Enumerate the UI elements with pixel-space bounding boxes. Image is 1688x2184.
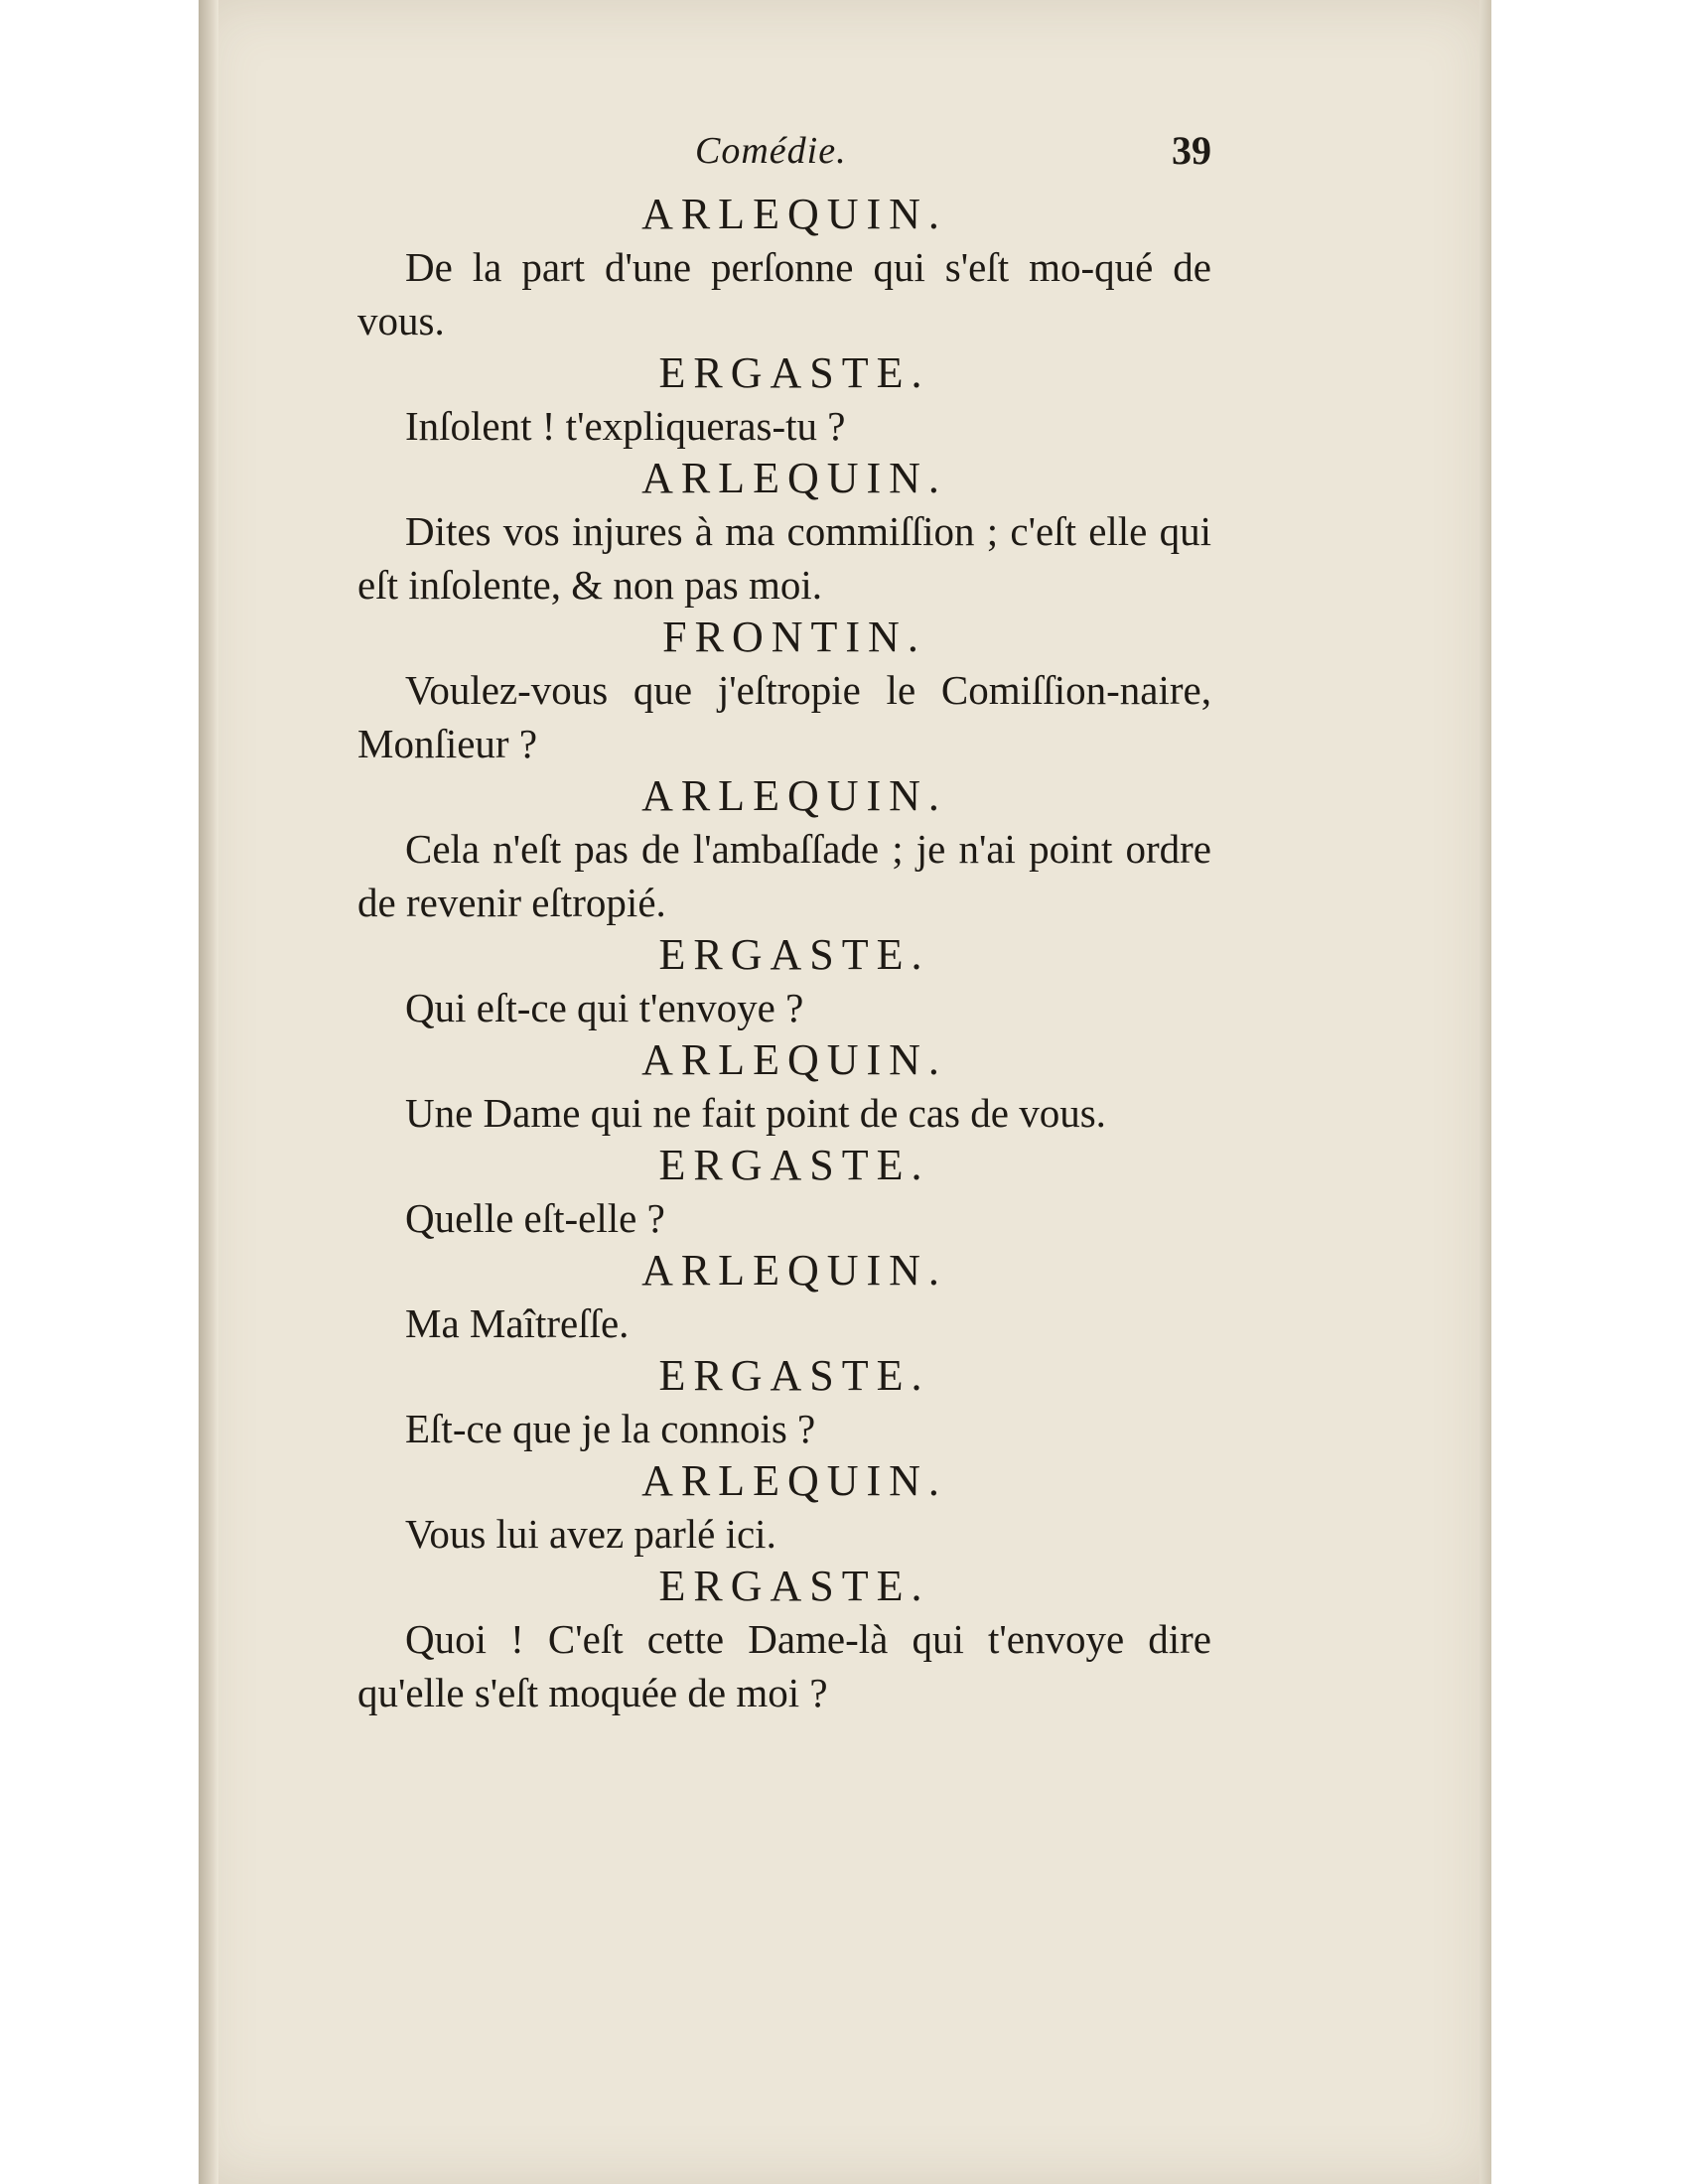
dialogue-block xyxy=(357,1245,1211,1350)
dialogue-block xyxy=(357,1350,1211,1455)
dialogue-line: Une Dame qui ne fait point de cas de vous. xyxy=(405,1090,1106,1136)
dialogue-block xyxy=(357,347,1211,453)
dialogue-line: Eſt-ce que je la connois ? xyxy=(405,1406,816,1451)
dialogue-block xyxy=(357,1140,1211,1245)
dialogue-line: Vous lui avez parlé ici. xyxy=(405,1511,776,1557)
dialogue-block xyxy=(357,1455,1211,1561)
speaker-name: ARLEQUIN. xyxy=(641,1456,947,1505)
dialogue-block xyxy=(357,453,1211,612)
speaker-name: FRONTIN. xyxy=(662,613,926,661)
dialogue-line: Voulez-vous que j'eſtropie le Comiſſion-naire, Monſieur ? xyxy=(357,667,1211,766)
dialogue-line: Qui eſt-ce qui t'envoye ? xyxy=(405,985,804,1030)
dialogue-block xyxy=(357,189,1211,347)
speaker-name: ERGASTE. xyxy=(658,930,930,979)
dialogue-line: De la part d'une perſonne qui s'eſt mo-qué de vous. xyxy=(357,244,1211,343)
dialogue-block xyxy=(357,770,1211,929)
speaker-name: ARLEQUIN. xyxy=(641,1035,947,1084)
dialogue-line: Cela n'eſt pas de l'ambaſſade ; je n'ai point ordre de revenir eſtropié. xyxy=(357,826,1211,925)
dialogue-block xyxy=(357,929,1211,1034)
dialogue-line: Quoi ! C'eſt cette Dame-là qui t'envoye dire qu'elle s'eſt moquée de moi ? xyxy=(357,1616,1211,1715)
dialogue-line: Dites vos injures à ma commiſſion ; c'eſt elle qui eſt inſolente, & non pas moi. xyxy=(357,508,1211,608)
speaker-name: ERGASTE. xyxy=(658,348,930,397)
dialogue-block xyxy=(357,1561,1211,1719)
dialogue-line: Ma Maîtreſſe. xyxy=(405,1300,630,1346)
speaker-name: ERGASTE. xyxy=(658,1562,930,1610)
speaker-name: ARLEQUIN. xyxy=(641,1246,947,1295)
page-edge xyxy=(1479,0,1491,2184)
speaker-name: ARLEQUIN. xyxy=(641,771,947,820)
speaker-name: ARLEQUIN. xyxy=(641,190,947,238)
page-body xyxy=(357,129,1211,1719)
speaker-name: ERGASTE. xyxy=(658,1351,930,1400)
page-header xyxy=(357,129,1211,189)
speaker-name: ARLEQUIN. xyxy=(641,454,947,502)
speaker-name: ERGASTE. xyxy=(658,1141,930,1189)
dialogue-block xyxy=(357,1034,1211,1140)
page-number: 39 xyxy=(1172,128,1211,173)
running-title: Comédie. xyxy=(695,130,847,172)
dialogue-block xyxy=(357,612,1211,770)
dialogue-line: Quelle eſt-elle ? xyxy=(405,1195,665,1241)
binding-gutter xyxy=(199,0,218,2184)
dialogue-line: Inſolent ! t'expliqueras-tu ? xyxy=(405,403,846,449)
